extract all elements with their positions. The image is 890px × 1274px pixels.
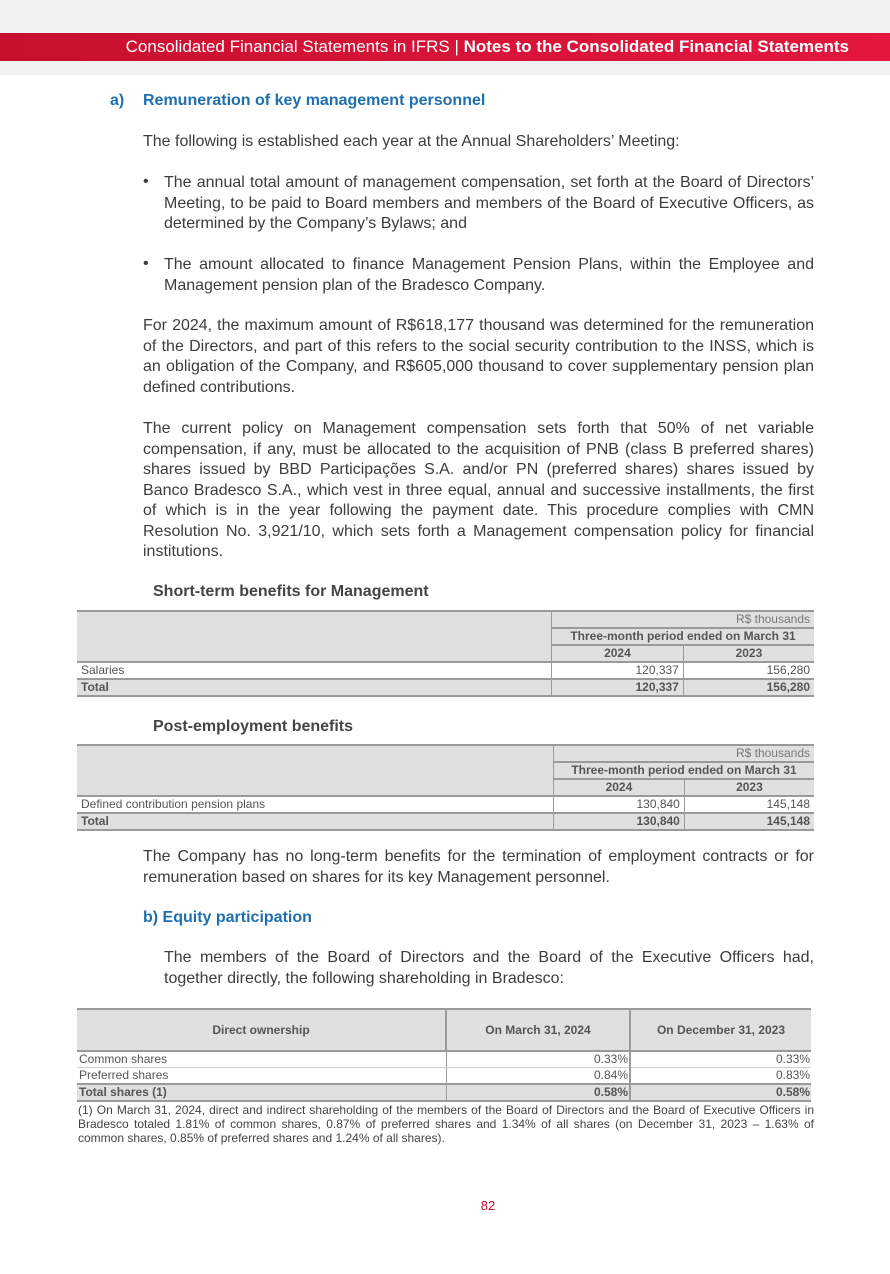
table2-total-cell: 145,148 (684, 813, 814, 830)
short-term-benefits-table (77, 610, 814, 697)
section-a-intro: The following is established each year at the Annual Shareholders’ Meeting: (143, 133, 680, 150)
header-left: Consolidated Financial Statements in IFRS | (125, 37, 464, 56)
table2-total-label: Total (77, 813, 554, 830)
bullet-1-marker: • (143, 173, 149, 190)
table1-period: Three-month period ended on March 31 (552, 628, 815, 645)
long-term-benefits-para: The Company has no long-term benefits for the termination of employment contracts or for remuneration based on shares for its key Management personnel. (143, 848, 814, 886)
table1-cell: 156,280 (766, 663, 810, 677)
equity-participation-table (77, 1008, 811, 1102)
table3-cell: 0.33% (630, 1051, 811, 1068)
bullet-2-text: The amount allocated to finance Management Pension Plans, within the Employee and Management pension plan of the Bradesco Company. (164, 256, 814, 294)
table2-row-label: Defined contribution pension plans (77, 796, 554, 813)
table1-total-cell: 156,280 (683, 679, 814, 696)
table1-total-cell: 120,337 (552, 679, 684, 696)
table1-blank-header (77, 611, 552, 662)
page-number: 82 (480, 1198, 496, 1213)
section-b-intro: The members of the Board of Directors and the Board of the Executive Officers had, together directly, the following shareholding in Bradesco: (164, 949, 814, 987)
table-row (77, 1068, 811, 1085)
table3-cell: 0.33% (446, 1051, 630, 1068)
table3-total-label: Total shares (1) (77, 1084, 446, 1101)
table2-year-2024: 2024 (554, 779, 685, 796)
table3-footnote: (1) On March 31, 2024, direct and indirect shareholding of the members of the Board of Directors and the Board of Executive Officers in Bradesco totaled 1.81% of common shares, 0.87% of preferred shares and 1.34% of all shares (on December 31, 2023 – 1.63% of common shares, 0.85% of preferred shares and 1.24% of all shares). (78, 1103, 814, 1145)
table3-header-december: On December 31, 2023 (630, 1009, 811, 1051)
table2-period: Three-month period ended on March 31 (554, 762, 815, 779)
table3-total-cell: 0.58% (630, 1084, 811, 1101)
section-a-para-2: The current policy on Management compensation sets forth that 50% of net variable compensation, if any, must be allocated to the acquisition of PNB (class B preferred shares) shares issued by BBD Participações S.A. and/or PN (preferred shares) shares issued by Banco Bradesco S.A., which vest in three equal, annual and successive installments, the first of which is in the year following the payment date. This procedure complies with CMN Resolution No. 3,921/10, which sets forth a Management compensation policy for financial institutions. (143, 420, 814, 560)
table3-header-ownership: Direct ownership (77, 1009, 446, 1051)
table1-cell: 120,337 (552, 662, 684, 679)
table1-title: Short-term benefits for Management (153, 583, 429, 600)
table1-row-label: Salaries (77, 662, 552, 679)
table3-row-label: Common shares (77, 1051, 446, 1068)
table1-unit: R$ thousands (552, 611, 815, 628)
page-header-banner (0, 33, 890, 61)
post-employment-benefits-table (77, 744, 814, 831)
table1-year-2024: 2024 (552, 645, 684, 662)
table2-cell: 130,840 (554, 796, 685, 813)
bullet-1-text: The annual total amount of management compensation, set forth at the Board of Directors’ Meeting, to be paid to Board members and members of the Board of Executive Officers, as determined by the Company’s Bylaws; and (164, 174, 814, 232)
table3-cell: 0.84% (446, 1068, 630, 1085)
table3-total-cell: 0.58% (446, 1084, 630, 1101)
header-gap (0, 61, 890, 75)
table2-title: Post-employment benefits (153, 718, 354, 735)
table-row (77, 1051, 811, 1068)
table3-cell: 0.83% (775, 1068, 810, 1082)
top-margin (0, 0, 890, 33)
section-a-marker: a) (110, 92, 125, 109)
table2-total-cell: 130,840 (554, 813, 685, 830)
table3-row-label: Preferred shares (77, 1068, 446, 1085)
table-row (77, 662, 814, 679)
table2-unit: R$ thousands (554, 745, 815, 762)
table-row (77, 679, 814, 696)
table-row (77, 813, 814, 830)
section-a-para-1: For 2024, the maximum amount of R$618,177 thousand was determined for the remuneration of the Directors, and part of this refers to the social security contribution to the INSS, which is an obligation of the Company, and R$605,000 thousand to cover supplementary pension plan defined contributions. (143, 317, 814, 396)
table2-blank-header (77, 745, 554, 796)
table2-year-2023: 2023 (684, 779, 814, 796)
header-right: Notes to the Consolidated Financial Statements (463, 37, 849, 56)
table1-year-2023: 2023 (683, 645, 814, 662)
table3-header-march: On March 31, 2024 (446, 1009, 630, 1051)
table-row (77, 796, 814, 813)
table-row (77, 1084, 811, 1101)
section-b-title: b) Equity participation (143, 909, 312, 926)
table2-cell: 145,148 (766, 797, 810, 811)
table1-total-label: Total (77, 679, 552, 696)
bullet-2-marker: • (143, 255, 149, 272)
section-a-title: Remuneration of key management personnel (143, 92, 486, 109)
